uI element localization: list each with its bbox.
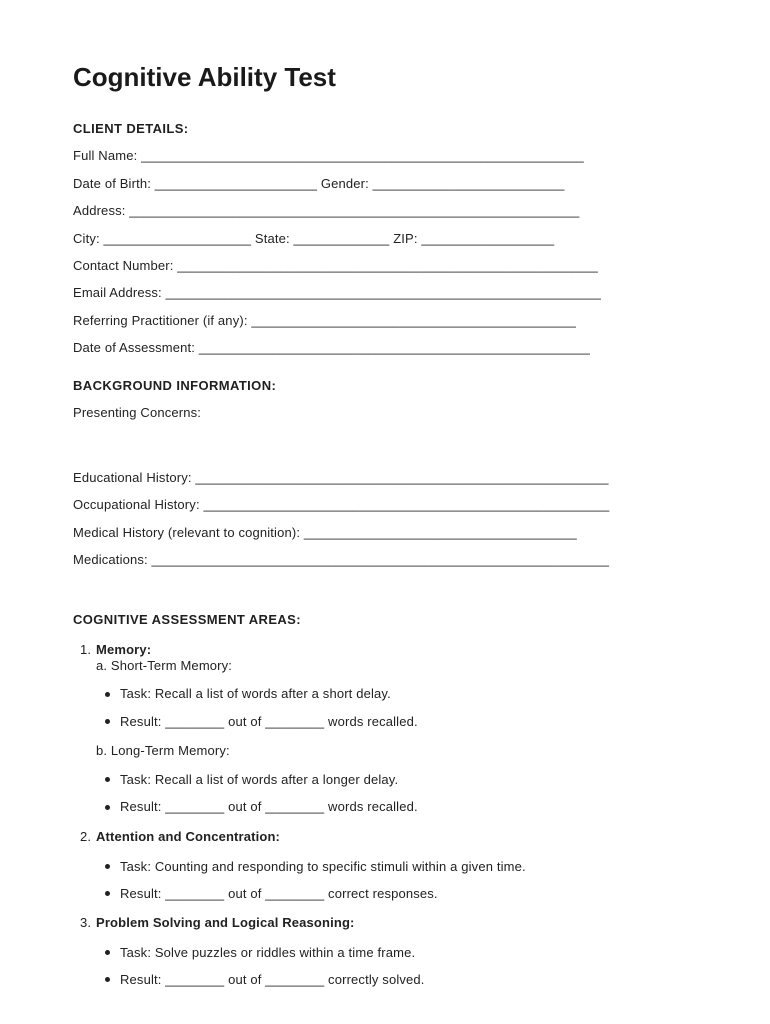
short-term-result[interactable]: Result: ________ out of ________ words recalled.: [120, 714, 418, 729]
short-term-memory-label: a. Short-Term Memory:: [96, 658, 233, 673]
background-heading: BACKGROUND INFORMATION:: [73, 378, 277, 393]
bullet-icon: [105, 891, 110, 896]
occupational-history-field[interactable]: Occupational History: _______________________________________________________: [73, 497, 610, 512]
problem-solving-task: Task: Solve puzzles or riddles within a time frame.: [120, 945, 416, 960]
attention-task: Task: Counting and responding to specific stimuli within a given time.: [120, 859, 526, 874]
referring-practitioner-field[interactable]: Referring Practitioner (if any): ____________________________________________: [73, 313, 577, 328]
contact-number-field[interactable]: Contact Number: _________________________________________________________: [73, 258, 598, 273]
medical-history-field[interactable]: Medical History (relevant to cognition): _____________________________________: [73, 525, 577, 540]
list-number: 1.: [80, 642, 92, 657]
email-field[interactable]: Email Address: ___________________________________________________________: [73, 285, 601, 300]
problem-solving-result[interactable]: Result: ________ out of ________ correctly solved.: [120, 972, 425, 987]
bullet-icon: [105, 977, 110, 982]
bullet-icon: [105, 777, 110, 782]
bullet-icon: [105, 864, 110, 869]
bullet-icon: [105, 950, 110, 955]
full-name-field[interactable]: Full Name: ____________________________________________________________: [73, 148, 584, 163]
presenting-concerns-label: Presenting Concerns:: [73, 405, 202, 420]
long-term-result[interactable]: Result: ________ out of ________ words recalled.: [120, 799, 418, 814]
long-term-task: Task: Recall a list of words after a longer delay.: [120, 772, 399, 787]
educational-history-field[interactable]: Educational History: ________________________________________________________: [73, 470, 609, 485]
medications-field[interactable]: Medications: ______________________________________________________________: [73, 552, 610, 567]
list-number: 3.: [80, 915, 92, 930]
attention-result[interactable]: Result: ________ out of ________ correct responses.: [120, 886, 438, 901]
assessment-heading: COGNITIVE ASSESSMENT AREAS:: [73, 612, 301, 627]
memory-heading: Memory:: [96, 642, 152, 657]
bullet-icon: [105, 719, 110, 724]
address-field[interactable]: Address: _____________________________________________________________: [73, 203, 580, 218]
city-state-zip-field[interactable]: City: ____________________ State: _____________ ZIP: __________________: [73, 231, 555, 246]
date-of-assessment-field[interactable]: Date of Assessment: _____________________________________________________: [73, 340, 590, 355]
page-title: Cognitive Ability Test: [73, 62, 336, 92]
problem-solving-heading: Problem Solving and Logical Reasoning:: [96, 915, 355, 930]
dob-gender-field[interactable]: Date of Birth: ______________________ Gender: __________________________: [73, 176, 565, 191]
bullet-icon: [105, 692, 110, 697]
attention-heading: Attention and Concentration:: [96, 829, 281, 844]
client-details-heading: CLIENT DETAILS:: [73, 121, 189, 136]
long-term-memory-label: b. Long-Term Memory:: [96, 743, 230, 758]
bullet-icon: [105, 805, 110, 810]
list-number: 2.: [80, 829, 92, 844]
short-term-task: Task: Recall a list of words after a short delay.: [120, 686, 391, 701]
